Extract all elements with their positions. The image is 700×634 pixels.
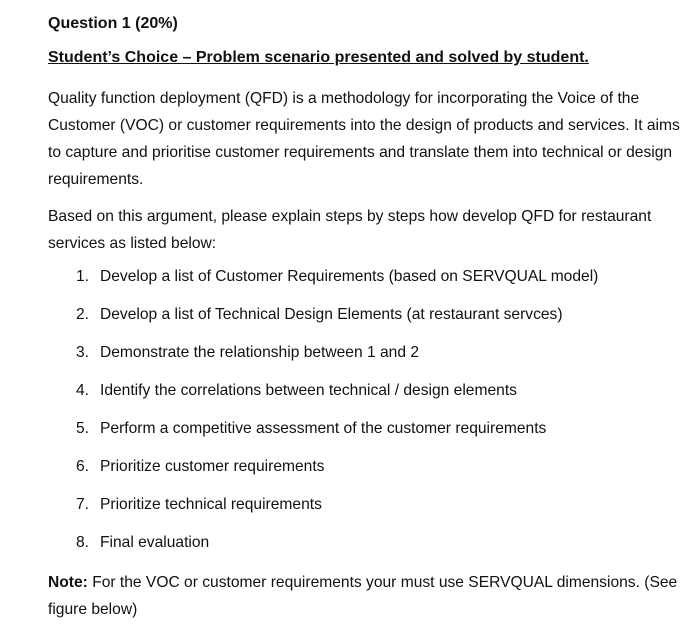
step-number: 6.: [76, 458, 90, 475]
list-item: [76, 457, 680, 495]
step-number: 4.: [76, 382, 90, 399]
instruction-paragraph: Based on this argument, please explain steps by steps how develop QFD for restaurant services as listed below:: [48, 208, 652, 252]
list-item: [76, 381, 680, 419]
list-item: [76, 495, 680, 533]
step-text: Develop a list of Customer Requirements (based on SERVQUAL model): [100, 268, 599, 285]
step-text: Identify the correlations between technical / design elements: [100, 382, 517, 399]
step-number: 2.: [76, 306, 90, 323]
note-text: For the VOC or customer requirements your must use SERVQUAL dimensions. (See figure below): [48, 574, 678, 618]
step-text: Prioritize customer requirements: [100, 458, 325, 475]
list-item: [76, 533, 680, 571]
note-paragraph: [48, 569, 680, 623]
step-number: 5.: [76, 420, 90, 437]
step-text: Prioritize technical requirements: [100, 496, 322, 513]
step-number: 1.: [76, 268, 90, 285]
step-text: Final evaluation: [100, 534, 210, 551]
list-item: [76, 305, 680, 343]
list-item: [76, 419, 680, 457]
step-number: 3.: [76, 344, 90, 361]
step-number: 8.: [76, 534, 90, 551]
question-title: Question 1 (20%): [48, 15, 178, 32]
steps-list: [48, 267, 680, 571]
step-text: Demonstrate the relationship between 1 and 2: [100, 344, 420, 361]
question-subtitle: Student’s Choice – Problem scenario presented and solved by student.: [48, 49, 589, 66]
step-number: 7.: [76, 496, 90, 513]
list-item: [76, 343, 680, 381]
list-item: [76, 267, 680, 305]
intro-paragraph: Quality function deployment (QFD) is a methodology for incorporating the Voice of the Customer (VOC) or customer requirements into the design of products and services. It aims to capture and prioritise customer requirements and translate them into technical or design requirements.: [48, 90, 680, 188]
note-label: Note:: [48, 574, 88, 591]
step-text: Perform a competitive assessment of the customer requirements: [100, 420, 547, 437]
step-text: Develop a list of Technical Design Elements (at restaurant servces): [100, 306, 563, 323]
